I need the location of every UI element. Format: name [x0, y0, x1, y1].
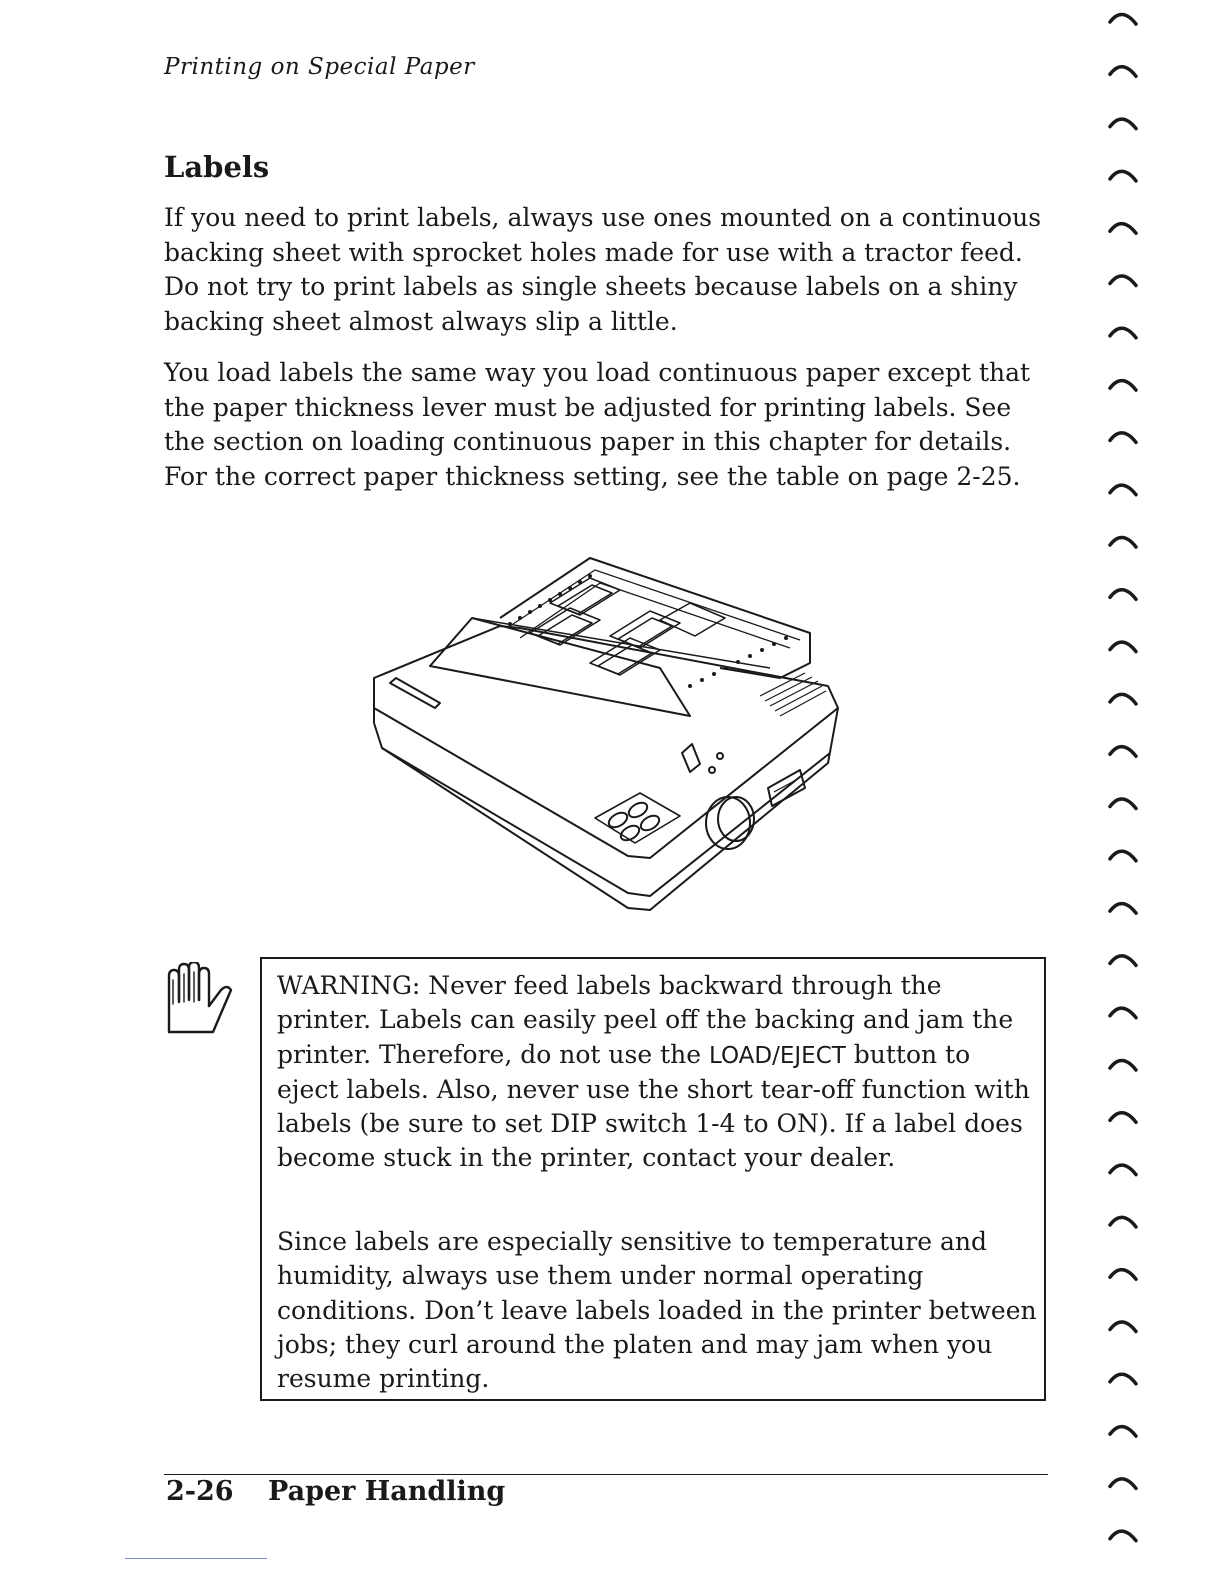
spiral-ring [1110, 485, 1136, 495]
spiral-ring [1110, 1322, 1136, 1332]
spiral-ring [1110, 433, 1136, 443]
spiral-ring [1110, 904, 1136, 914]
spiral-ring [1110, 67, 1136, 77]
spiral-ring [1110, 171, 1136, 181]
spiral-ring [1110, 799, 1136, 809]
spiral-ring [1110, 1113, 1136, 1123]
spiral-ring [1110, 1217, 1136, 1227]
spiral-ring [1110, 590, 1136, 600]
spiral-ring [1110, 747, 1136, 757]
spiral-ring [1110, 694, 1136, 704]
spiral-ring [1110, 119, 1136, 129]
spiral-ring [1110, 1008, 1136, 1018]
spiral-ring [1110, 14, 1136, 24]
spiral-ring [1110, 537, 1136, 547]
warning-box [260, 957, 1046, 1401]
warning-text-b: button to eject labels. Also, never use the short tear-off function with labels (be sure to set DIP switch 1-4 to ON). If a label does become stuck in the printer, contact your dealer. [277, 1039, 1030, 1173]
footer-rule [164, 1474, 1048, 1475]
raised-hand-icon [165, 962, 235, 1034]
body-paragraph-1: If you need to print labels, always use ones mounted on a continuous backing sheet with sprocket holes made for use with a tractor feed. Do not try to print labels as single sheets because labels on a shiny backing sheet almost always slip a little. [164, 203, 1042, 336]
spiral-ring [1110, 1060, 1136, 1070]
running-head: Printing on Special Paper [164, 54, 475, 80]
spiral-ring [1110, 381, 1136, 391]
spiral-ring [1110, 956, 1136, 966]
spiral-ring [1110, 1270, 1136, 1280]
printer-illustration [360, 548, 850, 918]
spiral-ring [1110, 642, 1136, 652]
spiral-ring [1110, 851, 1136, 861]
spiral-ring [1110, 1374, 1136, 1384]
body-paragraph-2: You load labels the same way you load continuous paper except that the paper thickness lever must be adjusted for printing labels. See the section on loading continuous paper in this chapter for details. For the correct paper thickness setting, see the table on page 2-25. [164, 358, 1031, 491]
scan-margin-line [125, 1558, 267, 1559]
warning-paragraph-2: Since labels are especially sensitive to temperature and humidity, always use them under normal operating conditions. Don’t leave labels loaded in the printer between jobs; they curl around the platen and may jam when you resume printing. [277, 1227, 1037, 1394]
spiral-ring [1110, 276, 1136, 286]
warning-paragraph [277, 969, 1037, 1176]
page-number: 2-26 [166, 1476, 234, 1507]
warning-text-a: Never feed labels backward through the printer. Labels can easily peel off the backing and jam the printer. Therefore, do not use the [277, 971, 1014, 1069]
spiral-ring [1110, 1165, 1136, 1175]
spiral-ring [1110, 1531, 1136, 1541]
load-eject-button-name: LOAD/EJECT [708, 1042, 846, 1069]
section-title: Labels [164, 150, 270, 184]
spiral-ring [1110, 224, 1136, 234]
spiral-ring [1110, 1427, 1136, 1437]
chapter-title: Paper Handling [268, 1476, 506, 1507]
page-footer [166, 1476, 505, 1507]
spiral-ring [1110, 1479, 1136, 1489]
warning-label: WARNING: [277, 971, 421, 1000]
spiral-binding [1104, 0, 1144, 1584]
spiral-ring [1110, 328, 1136, 338]
